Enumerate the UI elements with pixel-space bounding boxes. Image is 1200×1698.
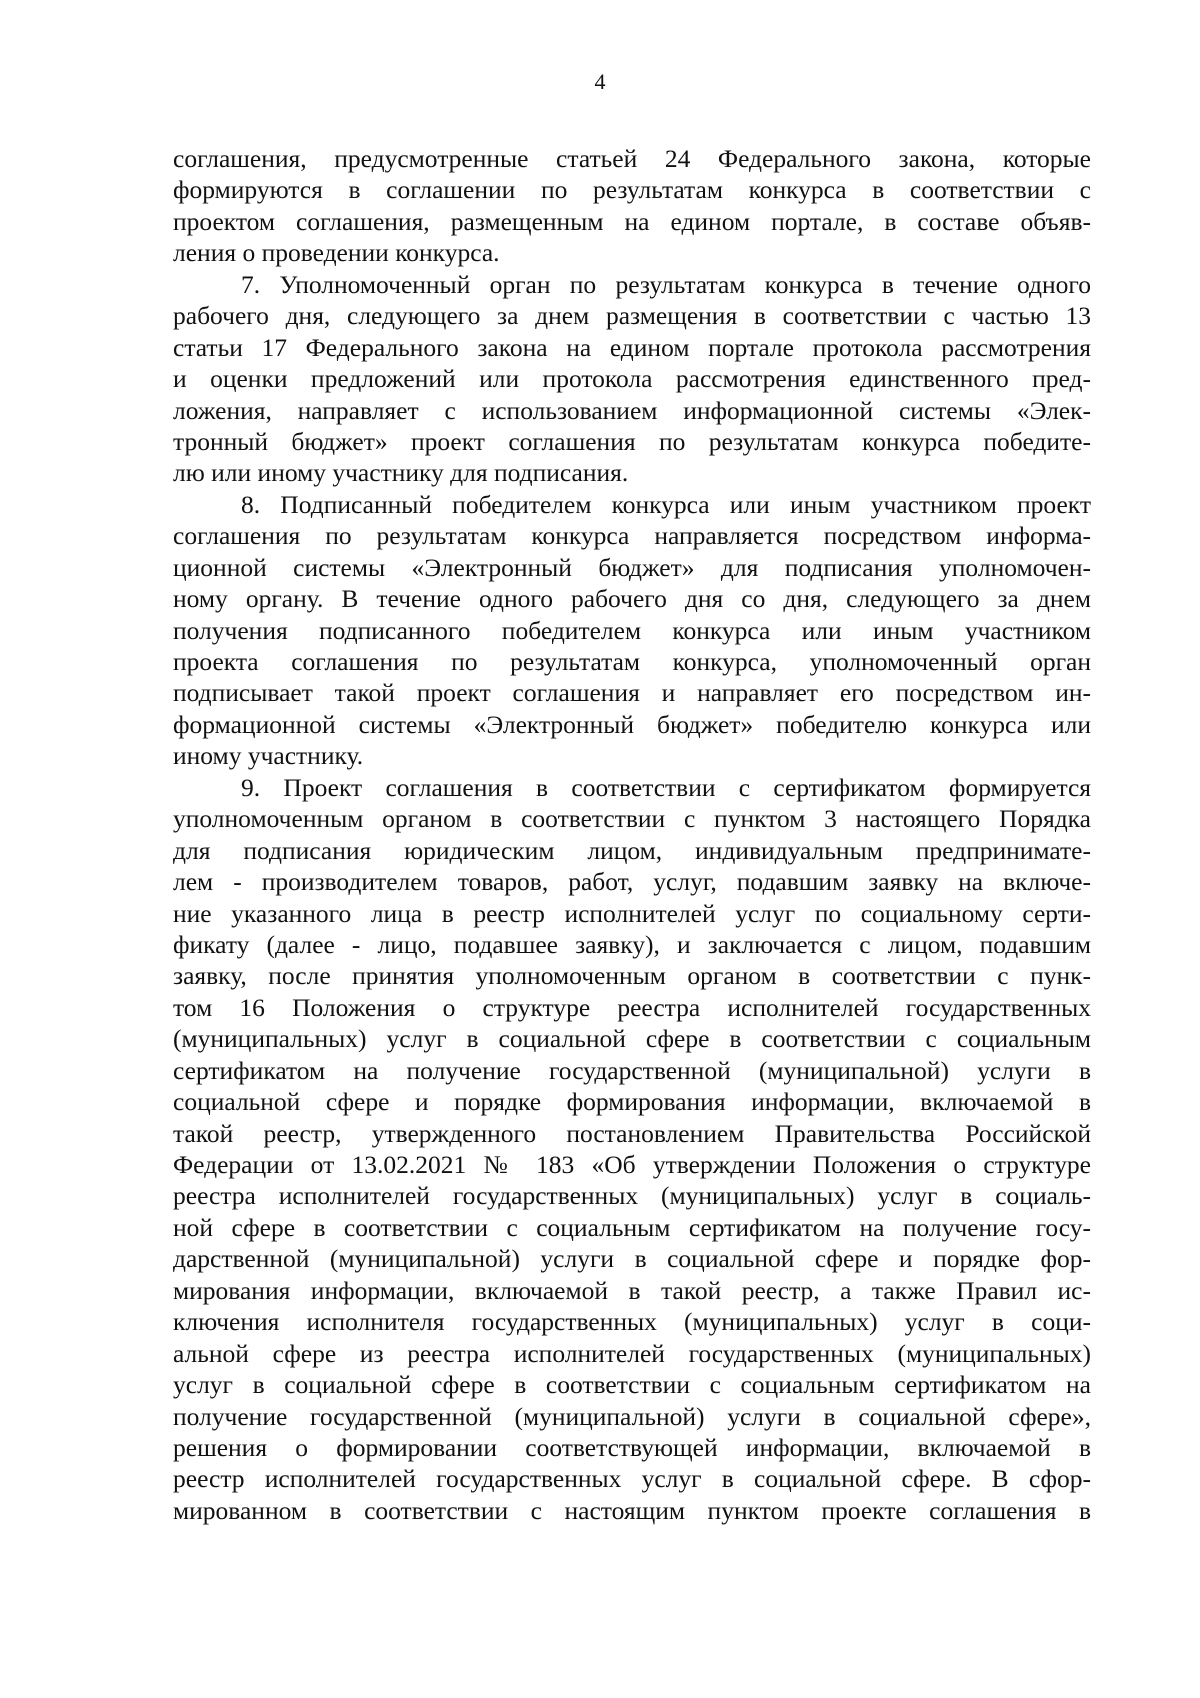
text-line: дарственной (муниципальной) услуги в социальной сфере и порядке фор- xyxy=(173,1244,1091,1274)
text-line: услуг в социальной сфере в соответствии с социальным сертификатом на xyxy=(173,1370,1091,1400)
text-line: фикату (далее - лицо, подавшее заявку), и заключается с лицом, подавшим xyxy=(173,929,1091,959)
text-line: уполномоченным органом в соответствии с пунктом 3 настоящего Порядка xyxy=(173,804,1091,834)
text-line: решения о формировании соответствующей информации, включаемой в xyxy=(173,1432,1091,1462)
paragraph-item-7 xyxy=(173,269,1091,489)
text-line: том 16 Положения о структуре реестра исполнителей государственных xyxy=(173,992,1091,1022)
text-line: мированном в соответствии с настоящим пунктом проекте соглашения в xyxy=(173,1495,1091,1525)
text-line: ние указанного лица в реестр исполнителей услуг по социальному серти- xyxy=(173,898,1091,928)
text-line: ключения исполнителя государственных (муниципальных) услуг в соци- xyxy=(173,1307,1091,1337)
text-line: альной сфере из реестра исполнителей государственных (муниципальных) xyxy=(173,1338,1091,1368)
text-line: лю или иному участнику для подписания. xyxy=(173,458,629,488)
text-line: Федерации от 13.02.2021 № 183 «Об утверждении Положения о структуре xyxy=(173,1150,1091,1179)
text-line: (муниципальных) услуг в социальной сфере в соответствии с социальным xyxy=(173,1024,1091,1054)
text-line: ления о проведении конкурса. xyxy=(173,238,500,268)
text-line: ному органу. В течение одного рабочего дня со дня, следующего за днем xyxy=(173,584,1091,614)
text-line: формируются в соглашении по результатам конкурса в соответствии с xyxy=(173,175,1091,205)
page-number: 4 xyxy=(594,69,606,94)
text-line: получения подписанного победителем конкурса или иным участником xyxy=(173,615,1091,645)
text-line: для подписания юридическим лицом, индивидуальным предпринимате- xyxy=(173,835,1091,865)
text-line: заявку, после принятия уполномоченным органом в соответствии с пунк- xyxy=(173,961,1091,991)
text-line: 9. Проект соглашения в соответствии с сертификатом формируется xyxy=(241,772,1091,802)
text-line: реестра исполнителей государственных (муниципальных) услуг в социаль- xyxy=(173,1181,1091,1211)
document-body xyxy=(173,143,1091,1526)
text-line: тронный бюджет» проект соглашения по результатам конкурса победите- xyxy=(173,426,1091,456)
text-line: такой реестр, утвержденного постановлением Правительства Российской xyxy=(173,1118,1091,1148)
text-line: рабочего дня, следующего за днем размещения в соответствии с частью 13 xyxy=(173,301,1091,331)
text-line: проекта соглашения по результатам конкурса, уполномоченный орган xyxy=(173,647,1091,676)
text-line: ложения, направляет с использованием информационной системы «Элек- xyxy=(173,395,1091,425)
text-line: 7. Уполномоченный орган по результатам конкурса в течение одного xyxy=(241,269,1091,299)
text-line: подписывает такой проект соглашения и направляет его посредством ин- xyxy=(173,678,1091,708)
paragraph-item-8 xyxy=(173,489,1091,772)
text-line: сертификатом на получение государственной (муниципальной) услуги в xyxy=(173,1055,1091,1085)
text-line: мирования информации, включаемой в такой реестр, а также Правил ис- xyxy=(173,1275,1091,1305)
text-line: соглашения по результатам конкурса направляется посредством информа- xyxy=(173,521,1091,551)
text-line: получение государственной (муниципальной) услуги в социальной сфере», xyxy=(173,1401,1091,1431)
text-line: лем - производителем товаров, работ, услуг, подавшим заявку на включе- xyxy=(173,867,1091,897)
text-line: соглашения, предусмотренные статьей 24 Федерального закона, которые xyxy=(173,144,1091,173)
paragraph-item-9 xyxy=(173,772,1091,1527)
text-line: ционной системы «Электронный бюджет» для подписания уполномочен- xyxy=(173,552,1091,582)
text-line: 8. Подписанный победителем конкурса или иным участником проект xyxy=(241,489,1091,519)
text-line: и оценки предложений или протокола рассмотрения единственного пред- xyxy=(173,364,1091,394)
text-line: формационной системы «Электронный бюджет» победителю конкурса или xyxy=(173,709,1091,739)
text-line: иному участнику. xyxy=(173,741,364,771)
paragraph-continuation xyxy=(173,143,1091,269)
text-line: реестр исполнителей государственных услуг в социальной сфере. В сфор- xyxy=(173,1464,1091,1494)
text-line: ной сфере в соответствии с социальным сертификатом на получение госу- xyxy=(173,1212,1091,1242)
text-line: социальной сфере и порядке формирования информации, включаемой в xyxy=(173,1087,1091,1117)
text-line: статьи 17 Федерального закона на едином портале протокола рассмотрения xyxy=(173,332,1091,362)
text-line: проектом соглашения, размещенным на едином портале, в составе объяв- xyxy=(173,206,1091,236)
